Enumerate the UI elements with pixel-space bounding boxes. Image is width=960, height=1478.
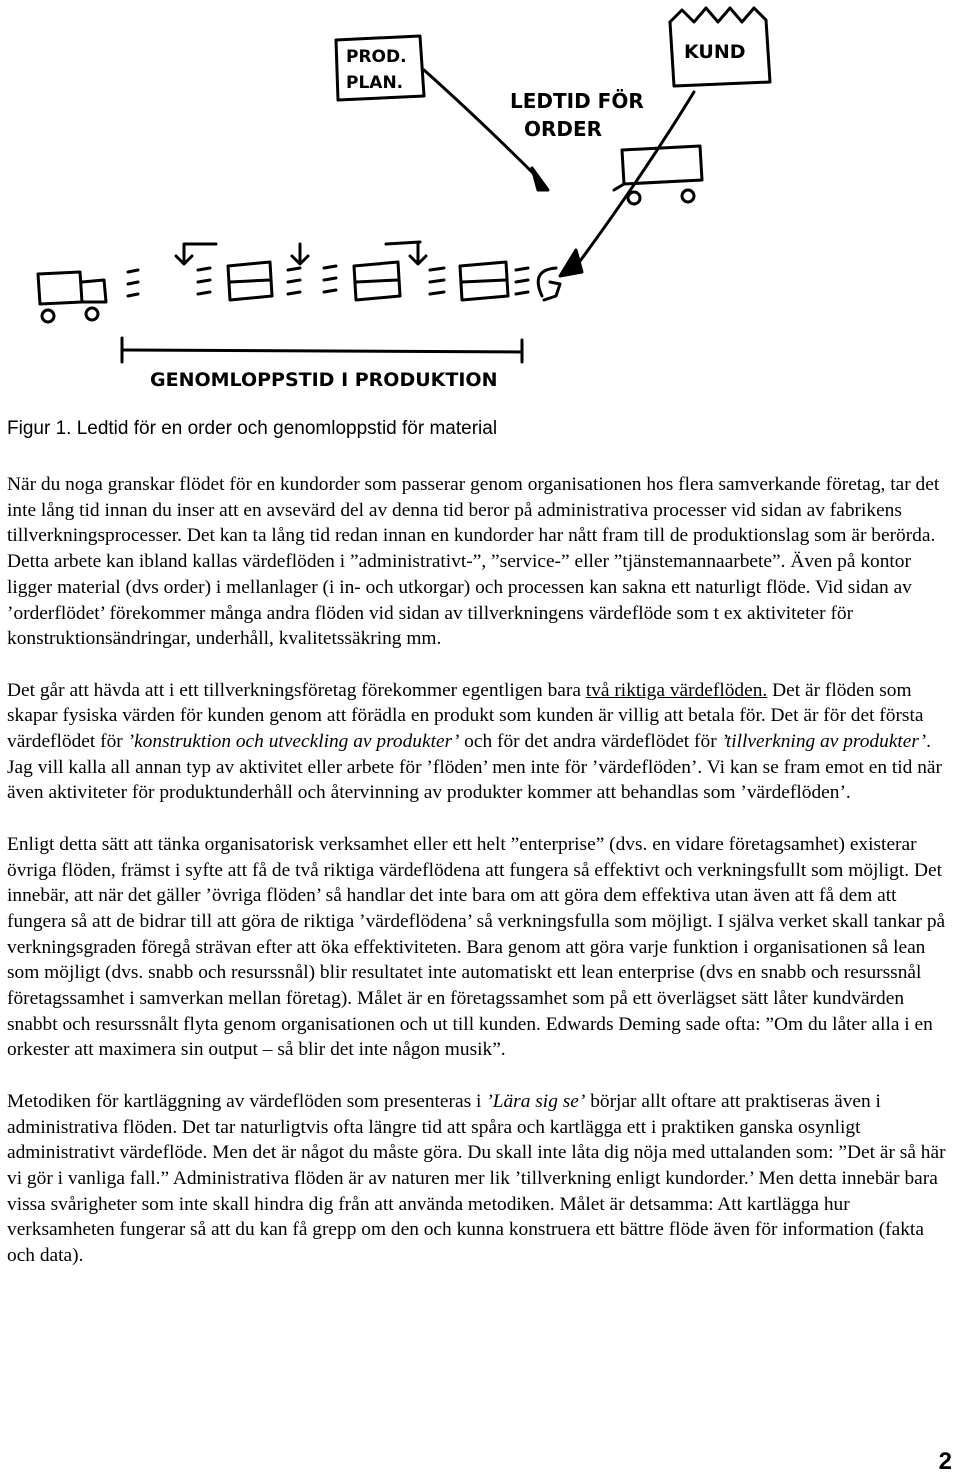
p2-text-b: Det är flöden som skapar fysiska värden för kunden genom att förädla en produkt som kunden är villig att betala för. Det är för det första värdeflödet för: [7, 679, 924, 753]
lead-time-sketch: [0, 0, 960, 410]
customer-house: [670, 8, 770, 86]
paragraph-3: Enligt detta sätt att tänka organisatorisk verksamhet eller ett helt ”enterprise” (dvs. en vidare företagsamhet) existerar övriga flöden, främst i syfte att få de två riktiga värdeflödena att fungera så effektivt och verkningsfullt som möjligt. Det innebär, att när det gäller ’övriga flöden’ så handlar det inte bara om att göra dem effektiva utan även att få dem att fungera så att de bidrar till att göra de riktiga ’värdeflödena’ så verkningsfulla som möjligt. I själva verket skall tankar på verkningsgraden föregå strävan efter att öka effektiviteten. Bara genom att göra varje funktion i organisationen så lean som möjligt (dvs. snabb och resurssnål) blir resultatet inte automatiskt ett lean enterprise (dvs en snabb och resurssnål företagssamhet i samverkan mellan företag). Målet är en företagssamhet som på ett överlägset sätt låter kundvärden snabbt och resurssnålt flyta genom organisationen och ut till kunden. Edwards Deming sade ofta: ”Om du låter alla i en orkester att maximera sin output – så blir det inte någon musik”.: [7, 833, 946, 1061]
figure-caption: Figur 1. Ledtid för en order och genomloppstid för material: [7, 418, 498, 439]
p4-italic: ’Lära sig se’: [486, 1090, 586, 1112]
p2-text-c: och för det andra värdeflödet för: [459, 731, 722, 753]
kund-label: KUND: [684, 41, 746, 63]
prod-plan-label-1: PROD.: [346, 47, 407, 67]
p4-text-b: börjar allt oftare att praktiseras även i administrativa flöden. Det tar naturligtvis ofta längre tid att spåra och kartlägga ett i praktiken ganska osynligt administrativt värdeflöde. Men det är något du måste göra. Du skall inte låta dig nöja med uttalanden som: ”Det är så här vi gör i vanliga fall.” Administrativa flöden är av naturen mer lik ’tillverkning enligt kundorder.’ Men detta innebär bara vissa svårigheter som inte skall hindra dig från att använda metodiken. Målet är detsamma: Att kartlägga hur verksamheten fungerar så att du kan få grepp om den och kunna konstruera ett bättre flöde även för information (fakta och data).: [7, 1090, 946, 1267]
prod-plan-box: [336, 36, 424, 100]
p2-text-d: . Jag vill kalla all annan typ av aktivitet eller arbete för ’flöden’ men inte för ’värdeflöden’. Vi kan se fram emot en tid när även aktiviteter för produktunderhåll och återvinning av produkter kommer att behandlas som ’värdeflöden’.: [7, 731, 942, 804]
paragraph-4: [7, 1089, 955, 1269]
page-number: 2: [938, 1448, 952, 1475]
p2-italic-1: ’konstruktion och utveckling av produkter’: [127, 731, 460, 753]
prod-plan-label-2: PLAN.: [346, 73, 404, 93]
paragraph-2: [7, 678, 955, 807]
throughput-bracket: [122, 338, 522, 362]
incoming-truck: [38, 272, 106, 322]
p2-text-a: Det går att hävda att i ett tillverkningsföretag förekommer egentligen bara: [7, 679, 586, 701]
throughput-label: GENOMLOPPSTID I PRODUKTION: [150, 369, 498, 391]
lead-time-label-2: ORDER: [524, 117, 603, 141]
lead-time-label-1: LEDTID FÖR: [510, 89, 644, 113]
body-text: [7, 472, 955, 1294]
p2-underlined: två riktiga värdeflöden.: [585, 679, 768, 701]
p4-text-a: Metodiken för kartläggning av värdeflöden som presenteras i: [7, 1090, 487, 1112]
paragraph-1: När du noga granskar flödet för en kundorder som passerar genom organisationen hos flera samverkande företag, tar det inte lång tid innan du inser att en avsevärd del av denna tid beror på administrativa processer vid sidan av fabrikens tillverkningsprocesser. Det kan ta lång tid redan innan en kundorder har nått fram till de produktionslag som är berörda. Detta arbete kan ibland kallas värdeflöden i ”administrativt-”, ”service-” eller ”tjänstemannaarbete”. Även på kontor ligger material (dvs order) i mellanlager (i in- och utkorgar) och processen kan sakna ett naturligt flöde. Vid sidan av ’orderflödet’ förekommer många andra flöden vid sidan av tillverkningens värdeflöde som t ex aktiviteter för konstruktionsändringar, underhåll, kvalitetssäkring mm.: [7, 474, 940, 650]
p2-italic-2: ’tillverkning av produkter’: [721, 731, 927, 753]
production-flow: [128, 242, 560, 300]
